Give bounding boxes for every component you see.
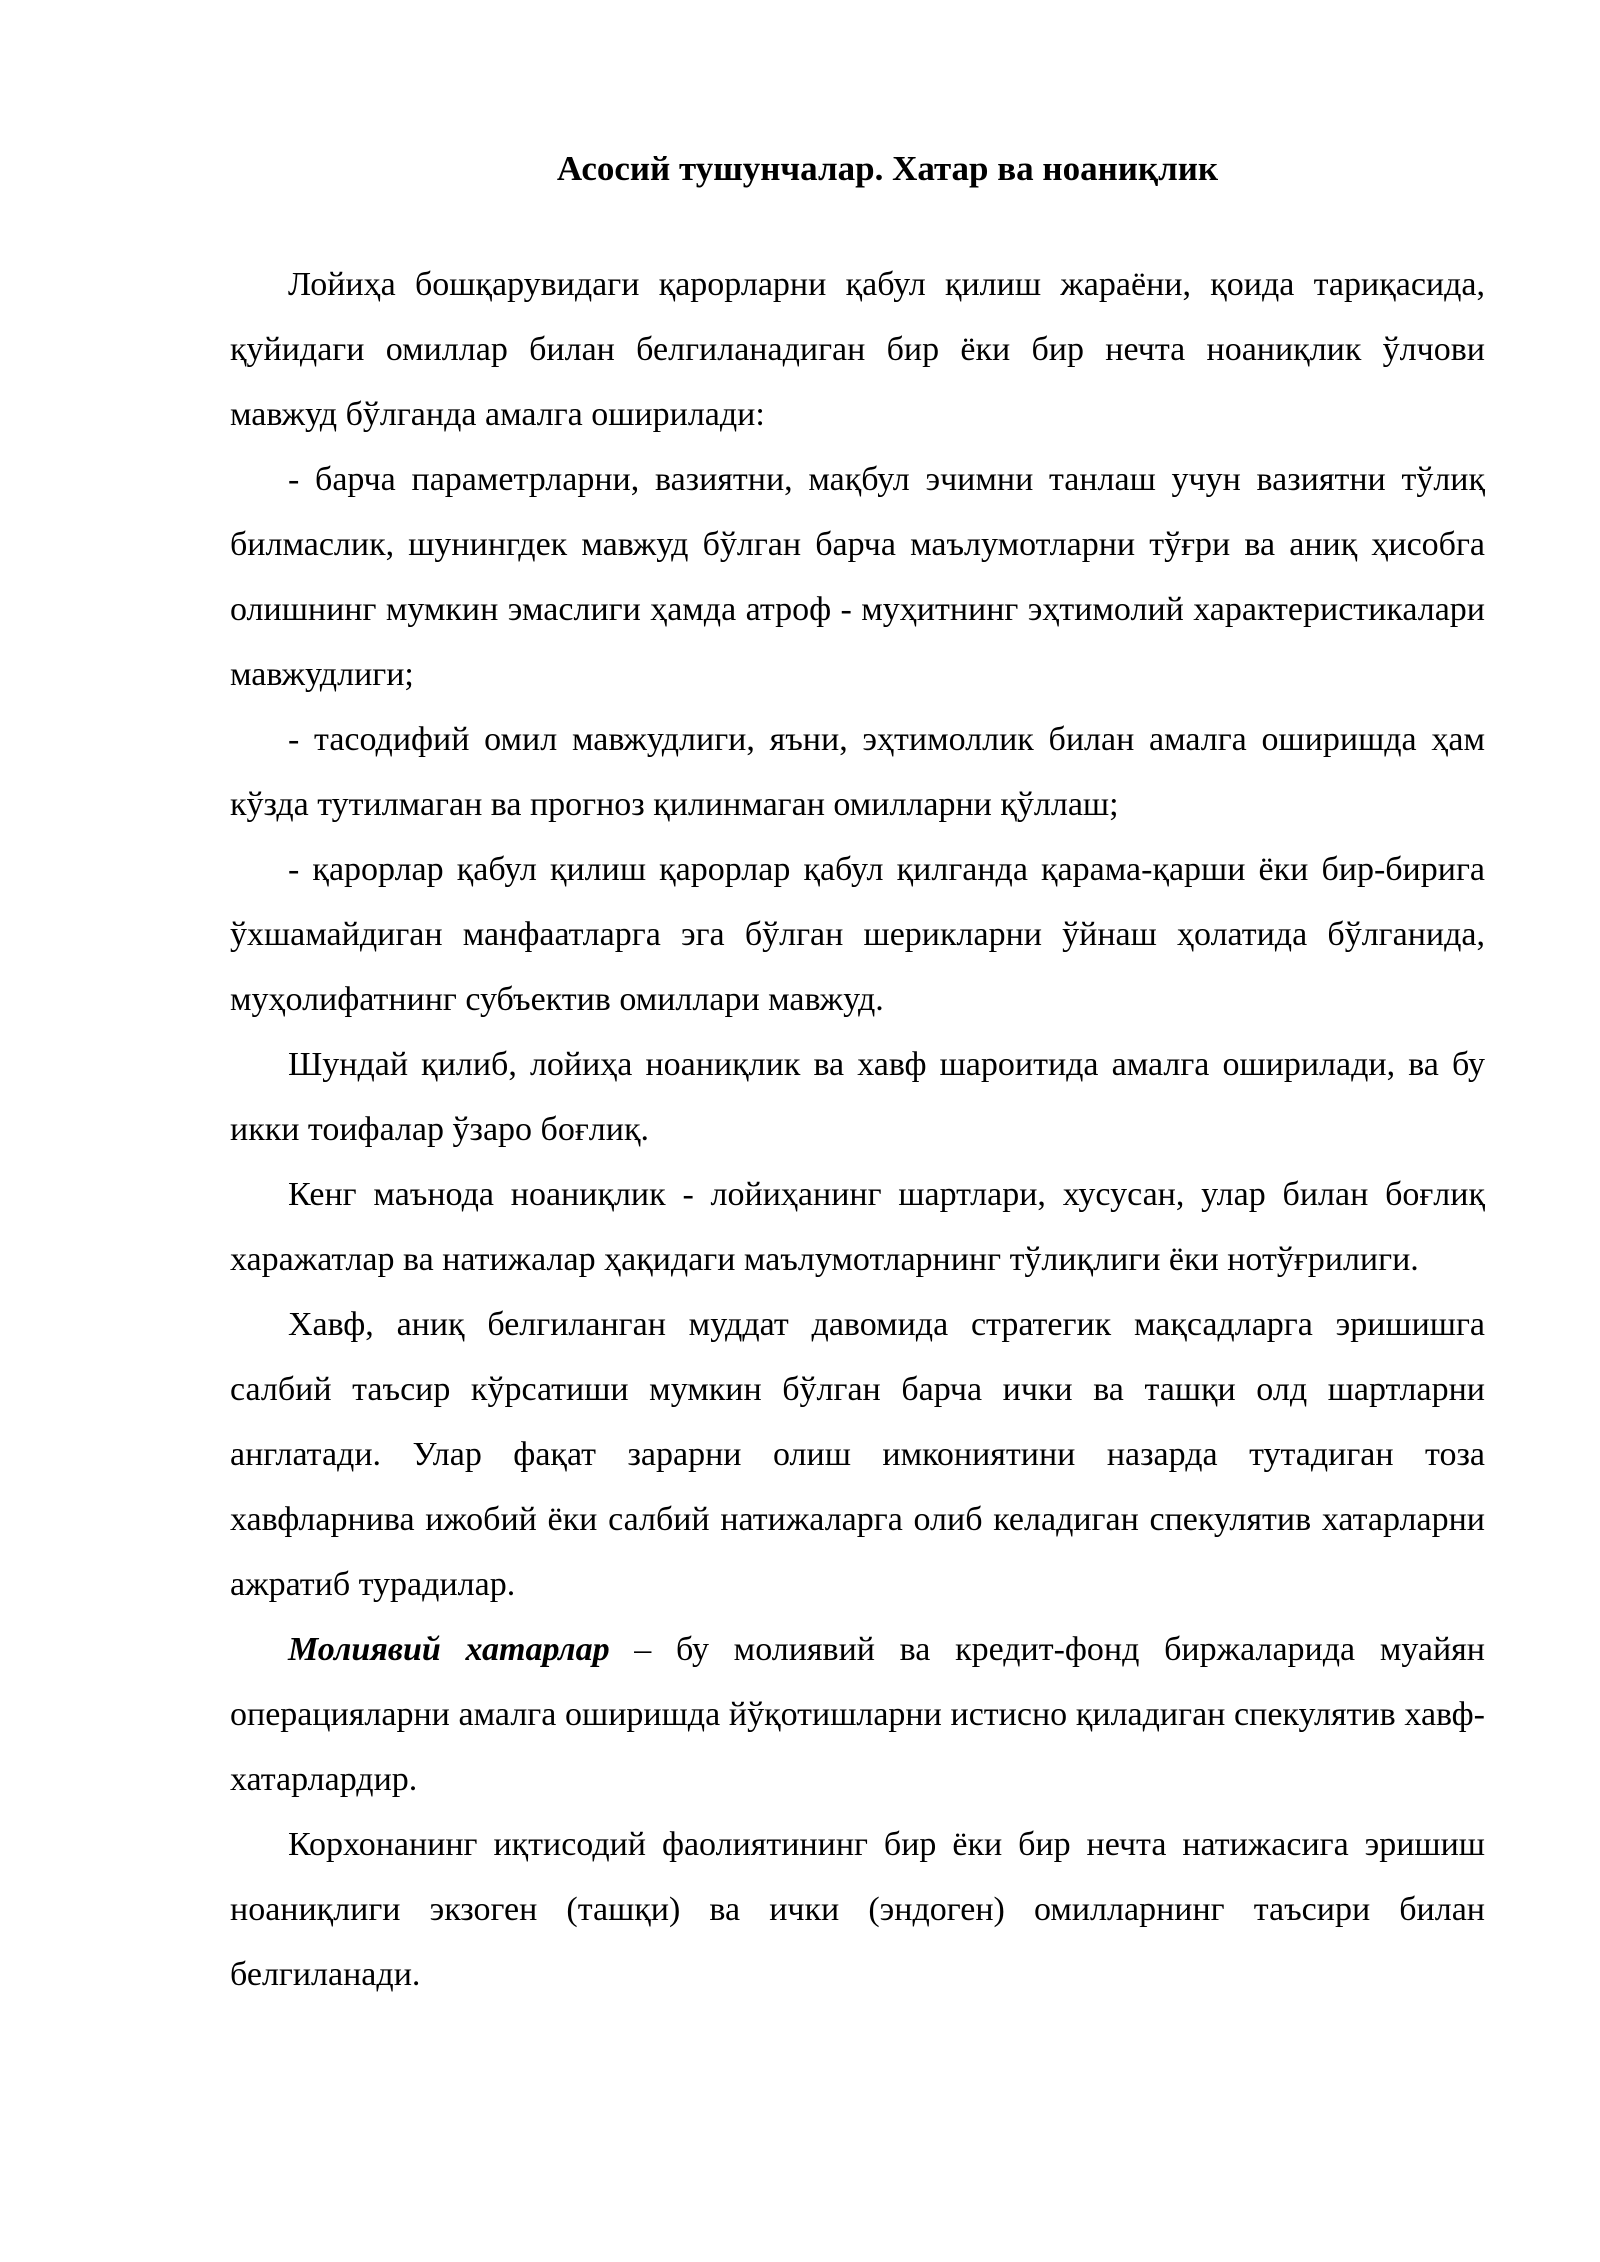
paragraph-list-item-1: - барча параметрларни, вазиятни, мақбул эчимни танлаш учун вазиятни тўлиқ билмаслик, шунингдек мавжуд бўлган барча маълумотларни тўғри ва аниқ ҳисобга олишнинг мумкин эмаслиги ҳамда атроф - муҳитнинг эҳтимолий характеристикалари мавжудлиги;	[230, 461, 1485, 693]
page-title: Асосий тушунчалар. Хатар ва ноаниқлик	[556, 149, 1219, 188]
document-body	[230, 140, 1485, 2007]
financial-risks-term: Молиявий хатарлар	[288, 1631, 610, 1668]
paragraph-list-item-2: - тасодифий омил мавжудлиги, яъни, эҳтимоллик билан амалга оширишда ҳам кўзда тутилмаган ва прогноз қилинмаган омилларни қўллаш;	[230, 721, 1485, 823]
paragraph-list-item-3: - қарорлар қабул қилиш қарорлар қабул қилганда қарама-қарши ёки бир-бирига ўхшамайдиган манфаатларга эга бўлган шерикларни ўйнаш ҳолатида бўлганида, муҳолифатнинг субъектив омиллари мавжуд.	[230, 851, 1485, 1018]
paragraph-financial-risks	[230, 1617, 1485, 1812]
paragraph-summary: Шундай қилиб, лойиҳа ноаниқлик ва хавф шароитида амалга оширилади, ва бу икки тоифалар ўзаро боғлиқ.	[230, 1046, 1485, 1148]
financial-risks-text: – бу молиявий ва кредит-фонд биржаларида муайян операцияларни амалга оширишда йўқотишларни истисно қиладиган спекулятив хавф-хатарлардир.	[230, 1631, 1486, 1798]
paragraph-risk-definition: Хавф, аниқ белгиланган муддат давомида стратегик мақсадларга эришишга салбий таъсир кўрсатиши мумкин бўлган барча ички ва ташқи олд шартларни англатади. Улар фақат зарарни олиш имкониятини назарда тутадиган тоза хавфларнива ижобий ёки салбий натижаларга олиб келадиган спекулятив хатарларни ажратиб турадилар.	[230, 1306, 1485, 1603]
paragraph-intro: Лойиҳа бошқарувидаги қарорларни қабул қилиш жараёни, қоида тариқасида, қуйидаги омиллар билан белгиланадиган бир ёки бир нечта ноаниқлик ўлчови мавжуд бўлганда амалга оширилади:	[230, 266, 1485, 433]
paragraph-uncertainty-definition: Кенг маънода ноаниқлик - лойиҳанинг шартлари, хусусан, улар билан боғлиқ харажатлар ва натижалар ҳақидаги маълумотларнинг тўлиқлиги ёки нотўғрилиги.	[230, 1176, 1485, 1278]
paragraph-final: Корхонанинг иқтисодий фаолиятининг бир ёки бир нечта натижасига эришиш ноаниқлиги экзоген (ташқи) ва ички (эндоген) омилларнинг таъсири билан белгиланади.	[230, 1826, 1485, 1993]
